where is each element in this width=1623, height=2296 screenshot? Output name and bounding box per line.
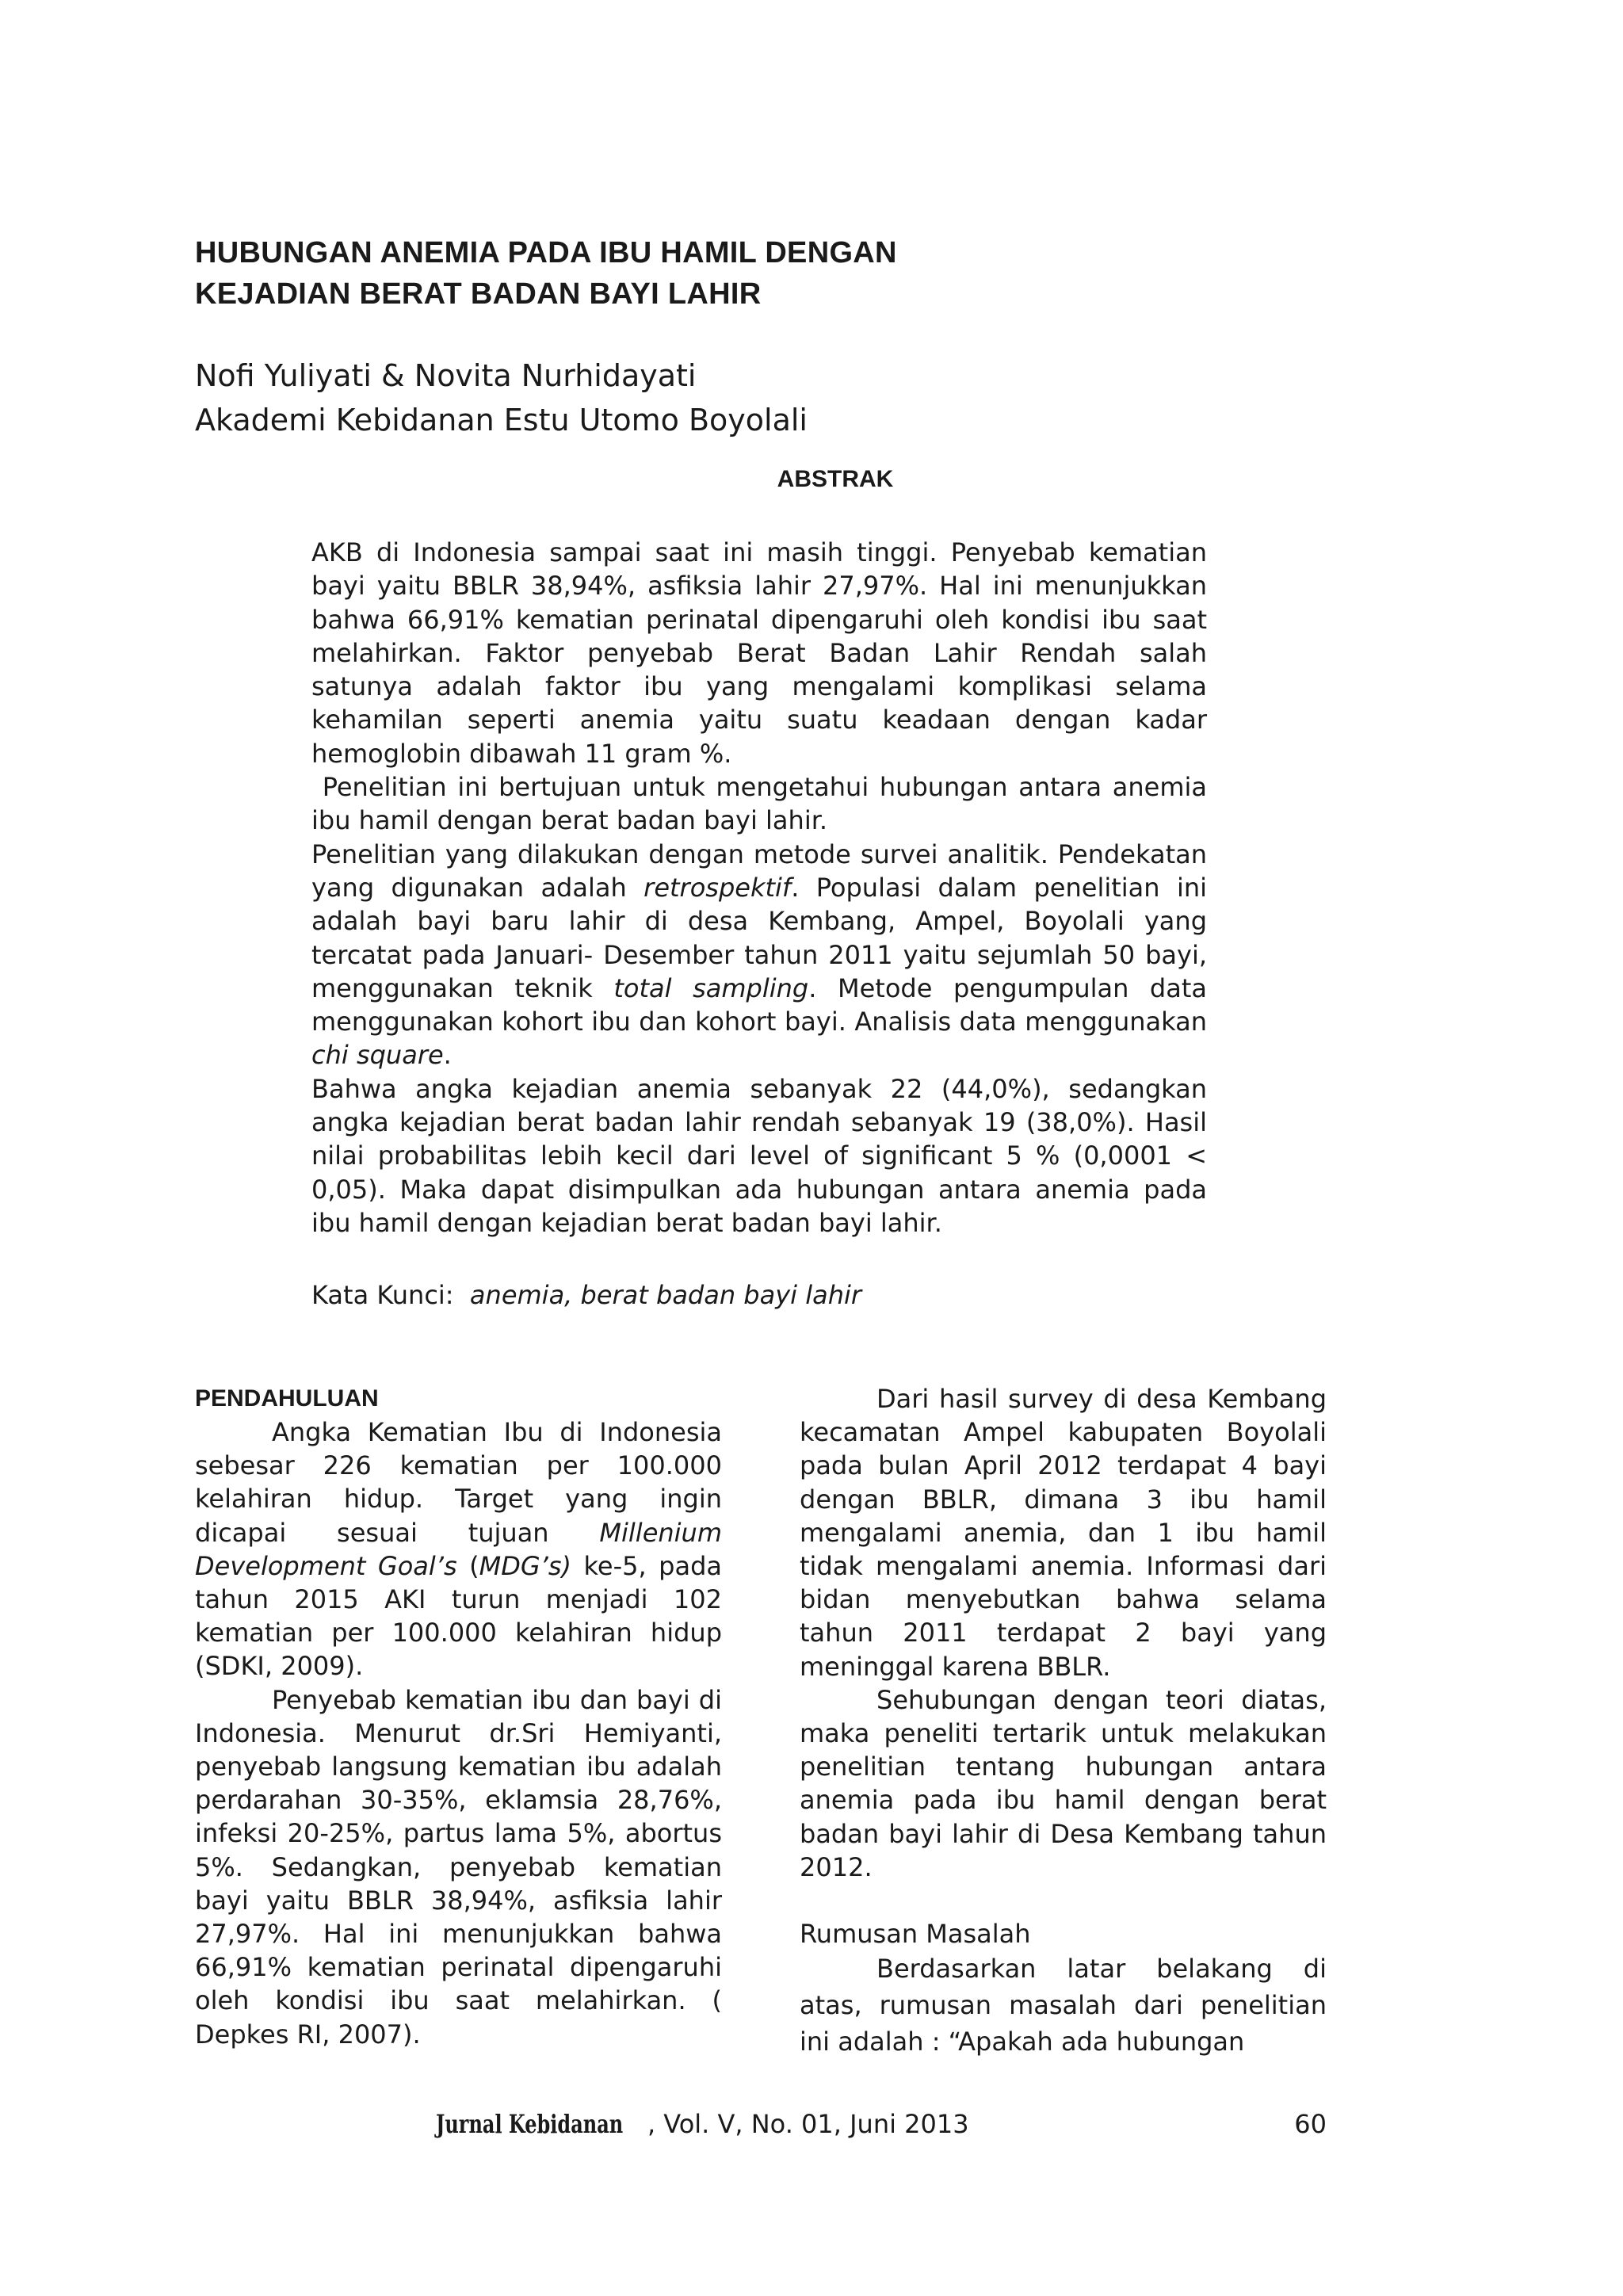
intro-paragraph-5: Berdasarkan latar belakang di atas, rumusan masalah dari penelitian ini adalah : “Apakah ada hubungan <box>800 1954 1327 2057</box>
abstract-p3-italic-2: total sampling <box>613 972 809 1003</box>
abstract-p3-text-c: . Metode pengumpulan data menggunakan kohort ibu dan kohort bayi. Analisis data menggunakan <box>311 972 1208 1037</box>
author-affiliation: Akademi Kebidanan Estu Utomo Boyolali <box>195 403 808 437</box>
title-line-2: KEJADIAN BERAT BADAN BAYI LAHIR <box>195 277 762 311</box>
abstract-paragraph-4: Bahwa angka kejadian anemia sebanyak 22 (44,0%), sedangkan angka kejadian berat badan lahir rendah sebanyak 19 (38,0%). Hasil nilai probabilitas lebih kecil dari level of significant 5 % (0,0001 < 0,05). Maka dapat disimpulkan ada hubungan antara anemia pada ibu hamil dengan kejadian berat badan bayi lahir. <box>311 1073 1207 1238</box>
intro-paragraph-3: Dari hasil survey di desa Kembang kecamatan Ampel kabupaten Boyolali pada bulan April 2012 terdapat 4 bayi dengan BBLR, dimana 3 ibu hamil mengalami anemia, dan 1 ibu hamil tidak mengalami anemia. Informasi dari bidan menyebutkan bahwa selama tahun 2011 terdapat 2 bayi yang meninggal karena BBLR. <box>800 1384 1327 1682</box>
journal-name: Jurnal Kebidanan <box>436 2109 624 2139</box>
intro-paragraph-1 <box>195 1415 722 1683</box>
abstract-p3-text-d: . <box>443 1040 452 1071</box>
abstract-body <box>311 536 1216 1240</box>
intro-p1-italic-1: Millenium Development Goal’s <box>195 1517 722 1581</box>
abstract-p3-text-b: . Populasi dalam penelitian ini adalah bayi baru lahir di desa Kembang, Ampel, Boyolali yang tercatat pada Januari- Desember tahun 2011 yaitu sejumlah 50 bayi, menggunakan teknik <box>311 872 1208 1003</box>
paper-title <box>195 232 1304 315</box>
keywords-label: Kata Kunci: <box>311 1280 470 1310</box>
paragraph-spacer <box>800 1884 1327 1917</box>
abstract-p3-italic-1: retrospektif <box>643 872 792 903</box>
author-names: Nofi Yuliyati & Novita Nurhidayati <box>195 358 697 393</box>
page-number: 60 <box>1294 2109 1327 2139</box>
abstract-paragraph-3 <box>311 838 1207 1072</box>
abstract-paragraph-1: AKB di Indonesia sampai saat ini masih tinggi. Penyebab kematian bayi yaitu BBLR 38,94%, asfiksia lahir 27,97%. Hal ini menunjukkan bahwa 66,91% kematian perinatal dipengaruhi oleh kondisi ibu saat melahirkan. Faktor penyebab Berat Badan Lahir Rendah salah satunya adalah faktor ibu yang mengalami komplikasi selama kehamilan seperti anemia yaitu suatu keadaan dengan kadar hemoglobin dibawah 11 gram %. <box>311 537 1207 769</box>
intro-p1-text-b: ( <box>456 1550 479 1581</box>
left-column <box>195 1382 722 2051</box>
intro-heading: PENDAHULUAN <box>195 1385 379 1412</box>
intro-paragraph-4: Sehubungan dengan teori diatas, maka peneliti tertarik untuk melakukan penelitian tentang hubungan antara anemia pada ibu hamil dengan berat badan bayi lahir di Desa Kembang tahun 2012. <box>800 1684 1327 1882</box>
footer-journal-info <box>436 2107 1149 2141</box>
abstract-p3-text-a: Penelitian yang dilakukan dengan metode survei analitik. Pendekatan yang digunakan adalah <box>311 839 1207 903</box>
subsection-heading: Rumusan Masalah <box>800 1919 1031 1950</box>
keywords-line <box>311 1278 1207 1312</box>
intro-p1-text-c: ke-5, pada tahun 2015 AKI turun menjadi 102 kematian per 100.000 kelahiran hidup (SDKI, 2009). <box>195 1550 722 1682</box>
abstract-heading: ABSTRAK <box>777 466 894 492</box>
title-line-1: HUBUNGAN ANEMIA PADA IBU HAMIL DENGAN <box>195 236 897 269</box>
intro-p1-italic-2: MDG’s) <box>479 1550 571 1581</box>
intro-paragraph-2: Penyebab kematian ibu dan bayi di Indonesia. Menurut dr.Sri Hemiyanti, penyebab langsung kematian ibu adalah perdarahan 30-35%, eklamsia 28,76%, infeksi 20-25%, partus lama 5%, abortus 5%. Sedangkan, penyebab kematian bayi yaitu BBLR 38,94%, asfiksia lahir 27,97%. Hal ini menunjukkan bahwa 66,91% kematian perinatal dipengaruhi oleh kondisi ibu saat melahirkan. ( Depkes RI, 2007). <box>195 1684 722 2050</box>
journal-issue: , Vol. V, No. 01, Juni 2013 <box>647 2109 969 2139</box>
abstract-p3-italic-3: chi square <box>311 1040 444 1071</box>
right-column <box>800 1382 1327 2060</box>
keywords-value: anemia, berat badan bayi lahir <box>469 1280 862 1310</box>
abstract-paragraph-2: Penelitian ini bertujuan untuk mengetahui hubungan antara anemia ibu hamil dengan berat badan bayi lahir. <box>311 772 1216 836</box>
intro-p1-text-a: Angka Kematian Ibu di Indonesia sebesar 226 kematian per 100.000 kelahiran hidup. Target yang ingin dicapai sesuai tujuan <box>195 1417 722 1548</box>
author-block <box>195 353 1304 442</box>
